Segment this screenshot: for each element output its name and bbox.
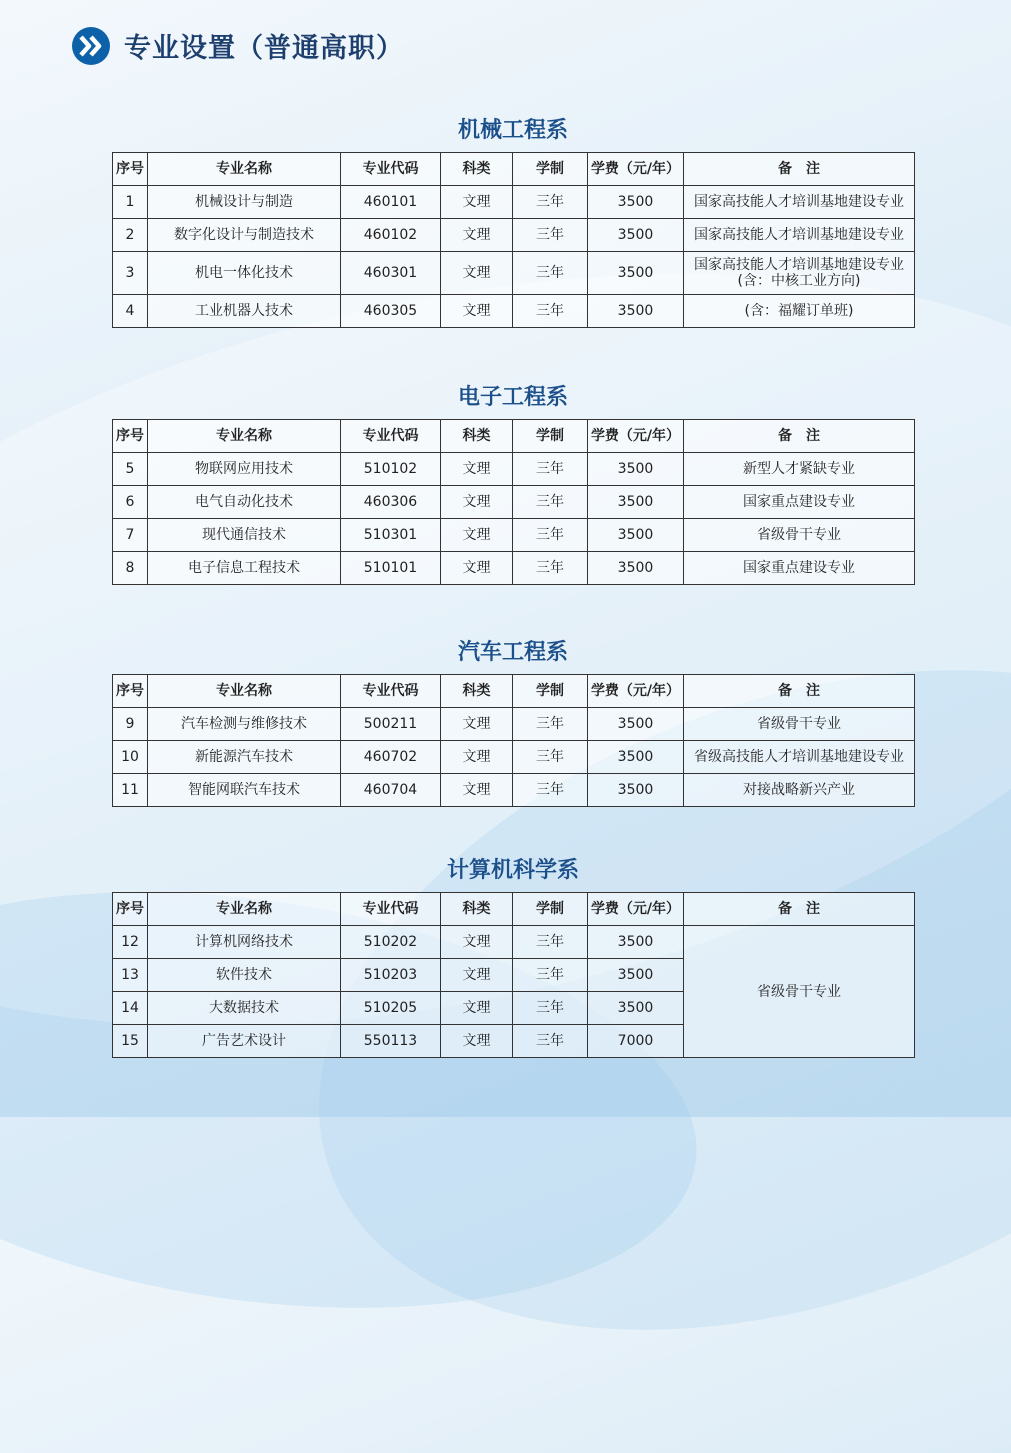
cell-duration: 三年	[513, 252, 588, 295]
cell-index: 11	[113, 774, 148, 807]
cell-fee: 3500	[588, 926, 684, 959]
cell-major: 工业机器人技术	[148, 295, 341, 328]
col-header: 备 注	[684, 153, 915, 186]
cell-index: 12	[113, 926, 148, 959]
col-header: 专业名称	[148, 893, 341, 926]
cell-fee: 3500	[588, 295, 684, 328]
cell-note: 国家重点建设专业	[684, 486, 915, 519]
col-header: 学制	[513, 675, 588, 708]
cell-index: 7	[113, 519, 148, 552]
cell-index: 9	[113, 708, 148, 741]
cell-code: 510101	[341, 552, 441, 585]
cell-category: 文理	[441, 186, 513, 219]
cell-code: 550113	[341, 1025, 441, 1058]
cell-major: 现代通信技术	[148, 519, 341, 552]
cell-fee: 3500	[588, 486, 684, 519]
cell-fee: 3500	[588, 186, 684, 219]
section-title: 汽车工程系	[457, 640, 568, 665]
cell-note	[684, 252, 915, 295]
section-title: 计算机科学系	[446, 858, 579, 883]
table-header-row	[113, 420, 915, 453]
col-header: 备 注	[684, 675, 915, 708]
cell-fee: 3500	[588, 959, 684, 992]
page-title: 专业设置（普通高职）	[124, 33, 404, 64]
cell-index: 5	[113, 453, 148, 486]
cell-category: 文理	[441, 519, 513, 552]
cell-note: (含：福耀订单班)	[684, 295, 915, 328]
cell-category: 文理	[441, 1025, 513, 1058]
cell-major: 机械设计与制造	[148, 186, 341, 219]
col-header: 学制	[513, 153, 588, 186]
cell-note-merged: 省级骨干专业	[684, 926, 915, 1058]
majors-table	[112, 152, 915, 328]
cell-duration: 三年	[513, 959, 588, 992]
cell-category: 文理	[441, 959, 513, 992]
table-row	[113, 486, 915, 519]
cell-duration: 三年	[513, 519, 588, 552]
cell-duration: 三年	[513, 774, 588, 807]
cell-duration: 三年	[513, 992, 588, 1025]
cell-index: 13	[113, 959, 148, 992]
table-row	[113, 741, 915, 774]
cell-code: 510203	[341, 959, 441, 992]
cell-category: 文理	[441, 486, 513, 519]
cell-index: 3	[113, 252, 148, 295]
table-row	[113, 774, 915, 807]
section-title: 电子工程系	[457, 385, 568, 410]
cell-note: 省级骨干专业	[684, 708, 915, 741]
cell-fee: 3500	[588, 552, 684, 585]
col-header: 专业代码	[341, 153, 441, 186]
cell-code: 510205	[341, 992, 441, 1025]
cell-fee: 3500	[588, 774, 684, 807]
cell-major: 新能源汽车技术	[148, 741, 341, 774]
cell-code: 460702	[341, 741, 441, 774]
cell-code: 460704	[341, 774, 441, 807]
cell-index: 1	[113, 186, 148, 219]
table-row	[113, 186, 915, 219]
col-header: 专业名称	[148, 153, 341, 186]
cell-category: 文理	[441, 252, 513, 295]
table-row	[113, 252, 915, 295]
cell-category: 文理	[441, 708, 513, 741]
cell-major: 智能网联汽车技术	[148, 774, 341, 807]
table-header-row	[113, 153, 915, 186]
cell-note: 国家高技能人才培训基地建设专业	[684, 186, 915, 219]
cell-note: 新型人才紧缺专业	[684, 453, 915, 486]
table-row	[113, 926, 915, 959]
cell-category: 文理	[441, 295, 513, 328]
section-electronics	[112, 383, 914, 585]
cell-code: 460101	[341, 186, 441, 219]
cell-index: 4	[113, 295, 148, 328]
cell-major: 大数据技术	[148, 992, 341, 1025]
double-chevron-right-icon	[72, 27, 110, 65]
cell-category: 文理	[441, 992, 513, 1025]
cell-fee: 3500	[588, 741, 684, 774]
col-header: 专业名称	[148, 675, 341, 708]
col-header: 学费（元/年）	[588, 675, 684, 708]
cell-duration: 三年	[513, 186, 588, 219]
cell-fee: 3500	[588, 708, 684, 741]
cell-duration: 三年	[513, 1025, 588, 1058]
section-computer-science	[112, 856, 914, 1058]
col-header: 序号	[113, 153, 148, 186]
cell-duration: 三年	[513, 295, 588, 328]
cell-fee: 3500	[588, 219, 684, 252]
col-header: 科类	[441, 893, 513, 926]
cell-index: 15	[113, 1025, 148, 1058]
cell-index: 14	[113, 992, 148, 1025]
col-header: 专业代码	[341, 420, 441, 453]
col-header: 备 注	[684, 420, 915, 453]
majors-table	[112, 419, 915, 585]
col-header: 科类	[441, 153, 513, 186]
cell-index: 8	[113, 552, 148, 585]
col-header: 专业代码	[341, 893, 441, 926]
table-row	[113, 708, 915, 741]
majors-table	[112, 892, 915, 1058]
cell-index: 10	[113, 741, 148, 774]
col-header: 科类	[441, 675, 513, 708]
cell-note: 省级骨干专业	[684, 519, 915, 552]
cell-duration: 三年	[513, 708, 588, 741]
cell-note: 国家高技能人才培训基地建设专业	[684, 219, 915, 252]
note-line: 国家高技能人才培训基地建设专业	[694, 257, 904, 273]
cell-note: 对接战略新兴产业	[684, 774, 915, 807]
cell-category: 文理	[441, 926, 513, 959]
cell-fee: 3500	[588, 252, 684, 295]
col-header: 学制	[513, 420, 588, 453]
cell-major: 电子信息工程技术	[148, 552, 341, 585]
col-header: 序号	[113, 893, 148, 926]
cell-fee: 3500	[588, 519, 684, 552]
cell-note: 省级高技能人才培训基地建设专业	[684, 741, 915, 774]
col-header: 科类	[441, 420, 513, 453]
majors-table	[112, 674, 915, 807]
cell-major: 电气自动化技术	[148, 486, 341, 519]
cell-category: 文理	[441, 741, 513, 774]
cell-code: 460102	[341, 219, 441, 252]
cell-fee: 3500	[588, 992, 684, 1025]
col-header: 学费（元/年）	[588, 153, 684, 186]
cell-category: 文理	[441, 552, 513, 585]
table-row	[113, 519, 915, 552]
col-header: 备 注	[684, 893, 915, 926]
section-automotive	[112, 638, 914, 807]
table-header-row	[113, 675, 915, 708]
cell-duration: 三年	[513, 453, 588, 486]
col-header: 序号	[113, 675, 148, 708]
cell-category: 文理	[441, 453, 513, 486]
cell-duration: 三年	[513, 486, 588, 519]
col-header: 专业名称	[148, 420, 341, 453]
cell-duration: 三年	[513, 741, 588, 774]
cell-major: 机电一体化技术	[148, 252, 341, 295]
cell-code: 460306	[341, 486, 441, 519]
cell-category: 文理	[441, 774, 513, 807]
note-line: (含：中核工业方向)	[737, 273, 861, 289]
cell-note: 国家重点建设专业	[684, 552, 915, 585]
cell-major: 物联网应用技术	[148, 453, 341, 486]
cell-duration: 三年	[513, 219, 588, 252]
col-header: 专业代码	[341, 675, 441, 708]
cell-code: 500211	[341, 708, 441, 741]
cell-code: 510301	[341, 519, 441, 552]
section-title: 机械工程系	[457, 118, 568, 143]
cell-code: 510102	[341, 453, 441, 486]
cell-major: 汽车检测与维修技术	[148, 708, 341, 741]
cell-code: 510202	[341, 926, 441, 959]
col-header: 序号	[113, 420, 148, 453]
table-row	[113, 453, 915, 486]
cell-category: 文理	[441, 219, 513, 252]
cell-code: 460305	[341, 295, 441, 328]
cell-fee: 7000	[588, 1025, 684, 1058]
cell-fee: 3500	[588, 453, 684, 486]
table-header-row	[113, 893, 915, 926]
cell-index: 2	[113, 219, 148, 252]
cell-major: 软件技术	[148, 959, 341, 992]
cell-duration: 三年	[513, 552, 588, 585]
table-row	[113, 219, 915, 252]
cell-duration: 三年	[513, 926, 588, 959]
col-header: 学制	[513, 893, 588, 926]
cell-index: 6	[113, 486, 148, 519]
table-row	[113, 552, 915, 585]
page-header	[72, 26, 404, 65]
cell-code: 460301	[341, 252, 441, 295]
col-header: 学费（元/年）	[588, 420, 684, 453]
section-mechanical	[112, 116, 914, 328]
cell-major: 计算机网络技术	[148, 926, 341, 959]
cell-major: 数字化设计与制造技术	[148, 219, 341, 252]
col-header: 学费（元/年）	[588, 893, 684, 926]
table-row	[113, 295, 915, 328]
cell-major: 广告艺术设计	[148, 1025, 341, 1058]
